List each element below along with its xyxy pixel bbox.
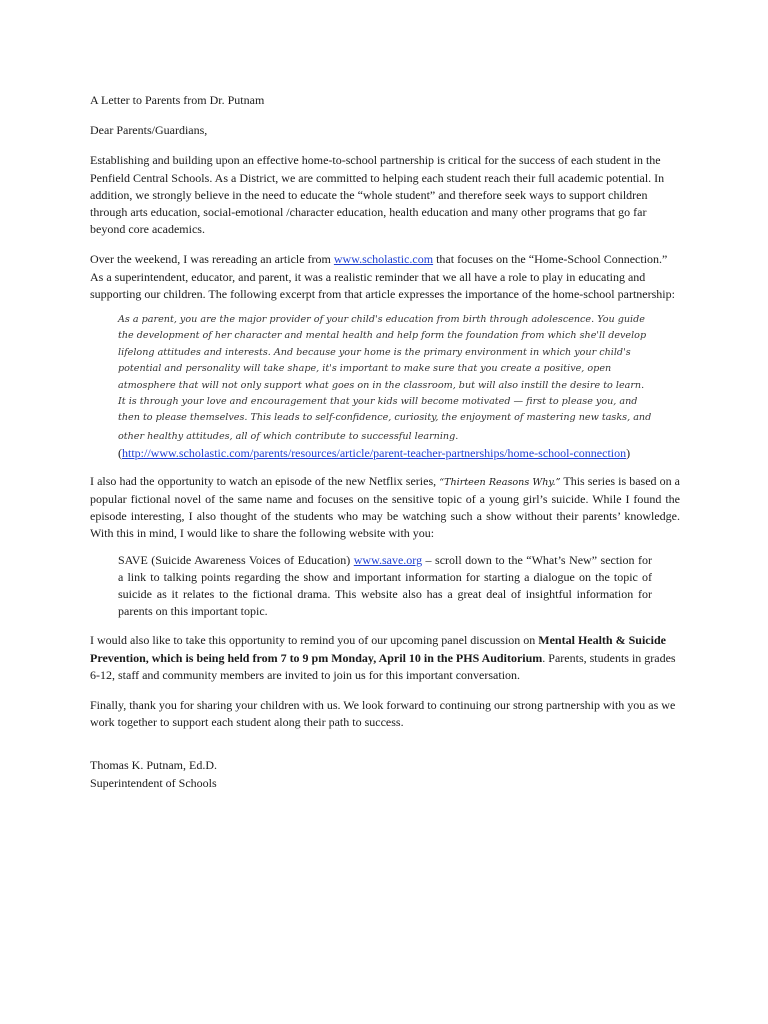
paragraph-partnership: Establishing and building upon an effective home-to-school partnership is critical for the success of each student in the Penfield Central Schools. As a District, we are committed to helping each student reach their full academic potential. In addition, we strongly believe in the need to educate the “whole student” and therefore seek ways to support children through arts education, social-emotional /character education, health education and many other programs that go far beyond core academics. bbox=[90, 153, 665, 237]
text-span: Over the weekend, I was rereading an article from bbox=[90, 252, 334, 267]
paragraph-article bbox=[90, 251, 680, 303]
text-span: I would also like to take this opportunity to remind you of our upcoming panel discussion on bbox=[90, 633, 539, 648]
text-span: SAVE (Suicide Awareness Voices of Education) bbox=[118, 552, 354, 567]
text-span: – scroll down to the “What’s New” section for a link to talking points regarding the show and important information for starting a dialogue on the topic of suicide as it relates to the fictional drama. This website also has a great deal of insightful information for parents on this important topic. bbox=[118, 552, 652, 619]
scholastic-link[interactable]: www.scholastic.com bbox=[333, 252, 434, 267]
signature-name: Thomas K. Putnam, Ed.D. bbox=[90, 758, 217, 773]
paragraph-panel-discussion bbox=[90, 632, 680, 684]
text-span: that focuses on the “Home-School Connection.” As a superintendent, educator, and parent, it was a realistic reminder that we all have a role to play in educating and supporting our children. The following excerpt from that article expresses the importance of the home-school partnership: bbox=[90, 252, 675, 301]
text-span: I also had the opportunity to watch an episode of the new Netflix series, bbox=[90, 473, 440, 488]
paragraph-closing: Finally, thank you for sharing your children with us. We look forward to continuing our strong partnership with you as we work together to support each student along their path to success. bbox=[90, 697, 676, 730]
letter-page bbox=[90, 92, 680, 792]
text-span: This series is based on a popular fictional novel of the same name and focuses on the sensitive topic of a young girl’s suicide. While I found the episode interesting, I also thought of the students who may be watching such a show without their parents’ knowledge. With this in mind, I would like to share the following website with you: bbox=[90, 473, 681, 541]
save-org-link[interactable]: www.save.org bbox=[353, 552, 423, 567]
letter-title: A Letter to Parents from Dr. Putnam bbox=[90, 93, 265, 107]
series-title: “Thirteen Reasons Why.” bbox=[439, 476, 561, 488]
text-span: . Parents, students in grades 6-12, staff and community members are invited to join us for this important conversation. bbox=[90, 650, 676, 682]
signature-title: Superintendent of Schools bbox=[90, 775, 217, 790]
citation-close: ) bbox=[626, 446, 631, 461]
paragraph-netflix bbox=[90, 473, 680, 543]
article-url-link[interactable]: http://www.scholastic.com/parents/resources/article/parent-teacher-partnerships/home-school-connection bbox=[122, 446, 627, 461]
citation-open: ( bbox=[118, 446, 122, 461]
salutation: Dear Parents/Guardians, bbox=[90, 123, 208, 138]
save-resource-block bbox=[118, 552, 652, 621]
event-details: Mental Health & Suicide Prevention, which is being held from 7 to 9 pm Monday, April 10 in the PHS Auditorium bbox=[90, 633, 666, 665]
quote-text: As a parent, you are the major provider of your child's education from birth through adolescence. You guide the development of her character and mental health and help form the foundation from which she'll develop lifelong attitudes and interests. And because your home is the primary environment in which your child's potential and personality will take shape, it's important to make sure that you create a positive, open atmosphere that will not only support what goes on in the classroom, but will also instill the desire to learn. It is through your love and encouragement that your kids will become motivated — first to please you, and then to please themselves. This leads to self-confidence, curiosity, the enjoyment of mastering new tasks, and other healthy attitudes, all of which contribute to successful learning. bbox=[118, 314, 652, 442]
quote-citation bbox=[118, 446, 630, 460]
article-excerpt-quote bbox=[118, 312, 654, 464]
